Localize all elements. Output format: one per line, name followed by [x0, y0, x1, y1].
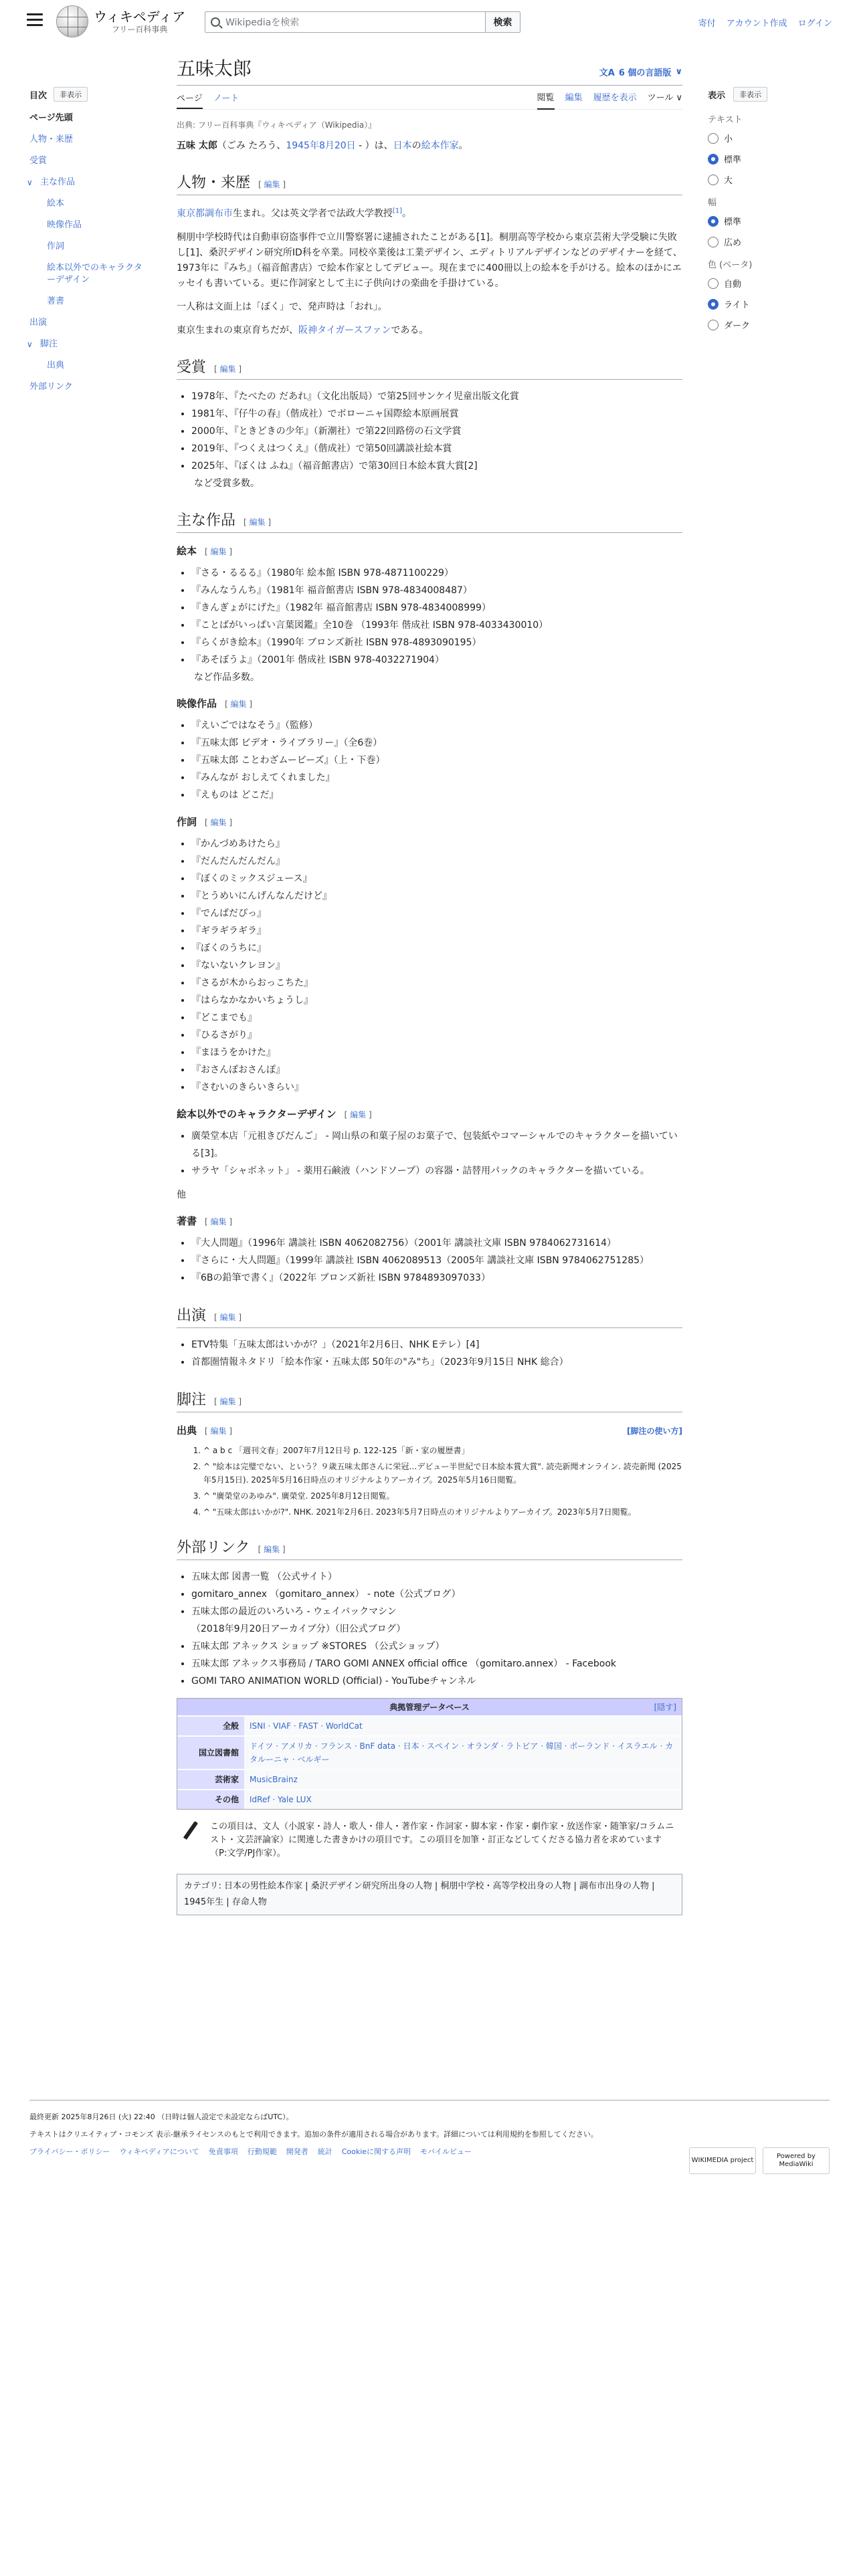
login-link[interactable]: ログイン — [797, 19, 832, 29]
footer-link[interactable]: 免責事項 — [208, 2147, 238, 2156]
page-title: 五味太郎 — [177, 58, 252, 80]
table-of-contents — [29, 87, 150, 403]
sources-list — [203, 1444, 682, 1519]
list-item: • 『はらなかなかいちょうし』 — [191, 992, 682, 1009]
bio-paragraph-1: 東京都調布市生まれ。父は英文学者で法政大学教授[1]。 — [177, 207, 412, 219]
list-item: • 1981年、『仔牛の春』（偕成社）でボローニャ国際絵本原画展賞 — [191, 405, 682, 423]
page-footer — [29, 2100, 830, 2168]
list-item: • 『とうめいにんげんなんだけど』 — [191, 887, 682, 905]
toc-item-picture-books[interactable]: 絵本 — [47, 199, 65, 209]
external-link[interactable]: • 五味太郎 図書一覧 （公式サイト） — [191, 1568, 682, 1586]
list-item: • 『きんぎょがにげた』（1982年 福音館書店 ISBN 978-4834008999） — [191, 599, 682, 617]
create-account-link[interactable]: アカウント作成 — [726, 19, 787, 29]
reference-item: 2. ^ "絵本は完璧でない、という？９歳五味太郎さんに栄冠…デビュー半世紀で日本絵本賞大賞". 読売新聞オンライン. 読売新聞 (2025年5月15日). 2025年5月16日時点のオリジナルよりアーカイブ。2025年5月16日閲覧。 — [203, 1460, 682, 1487]
footer-badges — [689, 2147, 830, 2174]
footnote-help-link[interactable]: [脚注の使い方] — [627, 1426, 682, 1436]
list-item: • 1978年、『たべたの だあれ』（文化出版局）で第25回サンケイ児童出版文化賞 — [191, 388, 682, 405]
list-item: • 2019年、『つくえはつくえ』（偕成社）で第50回講談社絵本賞 — [191, 440, 682, 457]
toc-item-works[interactable]: ∨ 主な作品 — [27, 177, 76, 187]
search-form — [205, 11, 520, 33]
radio-icon[interactable] — [708, 278, 719, 289]
bio-paragraph-4: 東京生まれの東京育ちだが、阪神タイガースファンである。 — [177, 324, 429, 336]
list-item: • 『ぼくのうちに』 — [191, 940, 682, 957]
heading-character-design: 絵本以外でのキャラクターデザイン [ 編集 ] — [177, 1107, 372, 1120]
toc-item-appearances[interactable]: 出演 — [29, 318, 47, 328]
authority-title: 典拠管理データベース [隠す] — [177, 1699, 682, 1715]
picture-books-list — [191, 564, 682, 669]
edit-link[interactable]: 編集 — [264, 180, 280, 189]
main-content — [177, 56, 682, 1915]
list-item: • 『ぼくのミックスジュース』 — [191, 870, 682, 887]
chevron-down-icon: ∨ — [675, 67, 682, 77]
heading-bio: 人物・来歴 [ 編集 ] — [177, 171, 682, 195]
search-button[interactable]: 検索 — [486, 11, 520, 33]
globe-icon — [56, 5, 88, 37]
heading-books: 著書 [ 編集 ] — [177, 1214, 233, 1227]
heading-sources: 出典 [ 編集 ] [脚注の使い方] — [177, 1424, 682, 1436]
tab-history[interactable]: 履歴を表示 — [593, 93, 637, 103]
list-item: • 『ことばがいっぱい言葉図鑑』全10巻 （1993年 偕成社 ISBN 978-4033430010） — [191, 617, 682, 634]
list-item: • ETV特集「五味太郎はいかが？」（2021年2月6日、NHK Eテレ）[4] — [191, 1336, 682, 1354]
list-item: • 『みんなうんち』（1981年 福音館書店 ISBN 978-4834008487） — [191, 582, 682, 599]
external-link[interactable]: • 五味太郎 アネックス ショップ ※STORES （公式ショップ） — [191, 1638, 682, 1655]
list-item: • 『さるが木からおっこちた』 — [191, 974, 682, 992]
birth-date-link[interactable]: 1945年8月20日 — [286, 140, 356, 151]
character-design-list — [191, 1128, 682, 1180]
list-item: • 『えものは どこだ』 — [191, 786, 682, 804]
awards-list — [191, 388, 682, 475]
stub-text: この項目は、文人（小説家・詩人・歌人・俳人・著作家・作詞家・脚本家・作家・劇作家・放送作家・随筆家/コラムニスト・文芸評論家）に関連した書きかけの項目です。この項目を加筆・訂正などしてくださる協力者を求めています（P:文学/PJ作家）。 — [210, 1821, 674, 1858]
list-item: • 『だんだんだんだん』 — [191, 853, 682, 870]
toc-item-video[interactable]: 映像作品 — [47, 220, 82, 230]
footer-link[interactable]: プライバシー・ポリシー — [29, 2147, 110, 2156]
radio-icon[interactable] — [708, 175, 719, 185]
footer-link[interactable]: 開発者 — [286, 2147, 308, 2156]
list-item: • 2000年、『ときどきの少年』（新潮社）で第22回路傍の石文学賞 — [191, 423, 682, 440]
logo-subtitle: フリー百科事典 — [111, 25, 168, 34]
heading-external-links: 外部リンク [ 編集 ] — [177, 1536, 682, 1560]
donate-link[interactable]: 寄付 — [698, 19, 716, 29]
heading-picture-books: 絵本 [ 編集 ] — [177, 544, 233, 557]
reference-item: 3. ^ "廣榮堂のあゆみ". 廣榮堂. 2025年8月12日閲覧。 — [203, 1489, 682, 1503]
appearance-hide-button[interactable]: 非表示 — [733, 87, 767, 102]
license-text: テキストはクリエイティブ・コモンズ 表示-継承ライセンスのもとで利用できます。追加の条件が適用される場合があります。詳細については利用規約を参照してください。 — [29, 2130, 598, 2139]
color-light[interactable]: ライト — [708, 298, 835, 310]
list-item: • 首都圏情報ネタドリ「絵本作家・五味太郎 50年の"み"ち」（2023年9月15日 NHK 総合） — [191, 1354, 682, 1371]
heading-notes: 脚注 [ 編集 ] — [177, 1388, 682, 1412]
text-size-label: テキスト — [708, 115, 743, 125]
appearance-title: 表示 — [708, 90, 726, 101]
list-item: • 『ひるさがり』 — [191, 1027, 682, 1044]
bio-paragraph-2: 桐朋中学校時代は自動車窃盗事件で立川警察署に逮捕されたことがある[1]。桐朋高等学校から東京芸術大学受験に失敗し[1]、桑沢デザイン研究所ID科を卒業。同校卒業後は工業デザイン、エディトリアルデザインなどのデザイナーを経て、1973年に『みち』（福音館書店）で絵本作家としてデビュー。現在までに400冊以上の絵本を手がける。絵本のほかにエッセイも書いている。更に作詞家として主に子供向けの楽曲を手掛けている。 — [177, 231, 682, 289]
bio-paragraph-3: 一人称は文面上は「ぼく」で、発声時は「おれ」。 — [177, 301, 387, 312]
last-modified: 最終更新 2025年8月26日 (火) 22:40 （日時は個人設定で未設定ならばUTC）。 — [29, 2113, 294, 2121]
toc-item-notes[interactable]: ∨ 脚注 — [27, 339, 58, 349]
lyrics-list — [191, 835, 682, 1096]
appearance-panel — [708, 87, 835, 340]
toc-item-lyrics[interactable]: 作詞 — [47, 241, 65, 251]
user-links — [698, 16, 832, 29]
list-item: • 『さる・るるる』（1980年 絵本館 ISBN 978-4871100229） — [191, 564, 682, 582]
chevron-down-icon[interactable]: ∨ — [27, 340, 33, 349]
archive-note: （2018年9月20日アーカイブ分）（旧公式ブログ） — [191, 1623, 406, 1634]
external-link[interactable]: • gomitaro_annex （gomitaro_annex） - note（公式ブログ） — [191, 1586, 682, 1603]
text-size-small[interactable]: 小 — [708, 132, 835, 144]
language-button[interactable]: 文A 6 個の言語版 ∨ — [599, 67, 682, 78]
awards-more: など受賞多数。 — [194, 477, 260, 489]
list-item: • 『ギラギラギラ』 — [191, 922, 682, 940]
page-tabs — [177, 86, 682, 110]
lead-paragraph: 五味 太郎（ごみ たろう、1945年8月20日 - ）は、日本の絵本作家。 — [177, 140, 468, 151]
japan-link[interactable]: 日本 — [393, 140, 412, 151]
footer-link[interactable]: モバイルビュー — [420, 2147, 472, 2156]
list-item: • 『あそぼうよ』（2001年 偕成社 ISBN 978-4032271904） — [191, 651, 682, 669]
search-input[interactable] — [205, 11, 486, 33]
list-item: • サラヤ「シャボネット」 - 薬用石鹸液（ハンドソープ）の容器・詰替用パックのキャラクターを描いている。 — [191, 1162, 682, 1180]
list-item: • 廣榮堂本店「元祖きびだんご」 - 岡山県の和菓子屋のお菓子で、包装紙やコマーシャルでのキャラクターを描いている[3]。 — [191, 1128, 682, 1162]
toc-item-top[interactable]: ページ先頭 — [29, 113, 73, 123]
toc-hide-button[interactable]: 非表示 — [54, 87, 88, 102]
search-placeholder: Wikipediaを検索 — [225, 17, 300, 28]
footer-link[interactable]: 統計 — [317, 2147, 332, 2156]
mediawiki-badge[interactable]: Powered by MediaWiki — [763, 2147, 830, 2174]
radio-icon[interactable] — [708, 133, 719, 144]
stub-notice — [177, 1820, 682, 1860]
list-item: • 『らくがき絵本』（1990年 ブロンズ新社 ISBN 978-4893090195） — [191, 634, 682, 651]
picture-books-more: など作品多数。 — [194, 671, 260, 683]
tab-talk[interactable]: ノート — [213, 94, 240, 104]
main-menu-icon[interactable] — [27, 13, 43, 27]
list-item: • 『6Bの鉛筆で書く』（2022年 ブロンズ新社 ISBN 9784893097033） — [191, 1269, 682, 1287]
authority-control-box — [177, 1698, 682, 1810]
width-label: 幅 — [708, 198, 717, 208]
radio-icon[interactable] — [708, 237, 719, 247]
radio-checked-icon[interactable] — [708, 154, 719, 165]
list-item: • 『さらに・大人問題』（1999年 講談社 ISBN 4062089513（2005年 講談社文庫 ISBN 9784062751285） — [191, 1252, 682, 1269]
authority-hide-button[interactable]: [隠す] — [654, 1702, 676, 1712]
heading-works: 主な作品 [ 編集 ] — [177, 509, 682, 533]
list-item: • 2025年、『ぼくは ふね』（福音館書店）で第30回日本絵本賞大賞[2] — [191, 457, 682, 475]
toc-item-awards[interactable]: 受賞 — [29, 156, 47, 166]
wikimedia-badge[interactable]: WIKIMEDIA project — [689, 2147, 756, 2174]
text-size-standard[interactable]: 標準 — [708, 152, 835, 165]
list-item: • 『おさんぽおさんぽ』 — [191, 1061, 682, 1079]
heading-lyrics: 作詞 [ 編集 ] — [177, 815, 233, 828]
logo-title: ウィキペディア — [94, 9, 186, 25]
video-list — [191, 717, 682, 804]
list-item: • 『五味太郎 ことわざムービーズ』（上・下巻） — [191, 752, 682, 769]
hanshin-link[interactable]: 阪神タイガースファン — [298, 324, 391, 336]
external-link[interactable]: • 五味太郎 アネックス事務局 / TARO GOMI ANNEX official office （gomitaro.annex） - Facebook — [191, 1655, 682, 1673]
footer-link[interactable]: 行動規範 — [247, 2147, 277, 2156]
tab-page[interactable]: ページ — [177, 86, 203, 109]
text-size-large[interactable]: 大 — [708, 173, 835, 186]
toc-title: 目次 — [29, 90, 47, 101]
authority-row: その他 IdRef · Yale LUX — [177, 1789, 682, 1809]
heading-awards: 受賞 [ 編集 ] — [177, 356, 682, 380]
chevron-down-icon[interactable]: ∨ — [27, 178, 33, 187]
external-link[interactable]: • 五味太郎の最近のいろいろ - ウェイバックマシン — [191, 1603, 682, 1620]
tab-read[interactable]: 閲覧 — [537, 85, 555, 110]
reference-item: 1. ^ a b c 「週刊文春」2007年7月12日号 p. 122-125「新・家の履歴書」 — [203, 1444, 682, 1457]
search-icon — [211, 17, 220, 27]
reference-item: 4. ^ "五味太郎はいかが?". NHK. 2021年2月6日. 2023年5月7日時点のオリジナルよりアーカイブ。2023年5月7日閲覧。 — [203, 1505, 682, 1519]
article-source-line: 出典: フリー百科事典『ウィキペディア（Wikipedia）』 — [177, 120, 377, 130]
translate-icon: 文A — [599, 68, 615, 78]
radio-checked-icon[interactable] — [708, 216, 719, 227]
category-links[interactable]: カテゴリ: 日本の男性絵本作家 | 桑沢デザイン研究所出身の人物 | 桐朋中学校・高等学校出身の人物 | 調布市出身の人物 | 1945年生 | 存命人物 — [177, 1874, 682, 1915]
external-link[interactable]: • GOMI TARO ANIMATION WORLD (Official) - YouTubeチャンネル — [191, 1673, 682, 1690]
toc-item-books[interactable]: 著書 — [47, 296, 65, 306]
list-item: • 『かんづめあけたら』 — [191, 835, 682, 853]
heading-video: 映像作品 [ 編集 ] — [177, 697, 253, 710]
list-item: • 『五味太郎 ビデオ・ライブラリー』（全6巻） — [191, 734, 682, 752]
site-header — [0, 0, 859, 44]
character-design-more: 他 — [177, 1189, 186, 1200]
toc-item-external[interactable]: 外部リンク — [29, 382, 73, 392]
list-item: • 『まほうをかけた』 — [191, 1044, 682, 1061]
list-item: • 『えいごではなそう』（監修） — [191, 717, 682, 734]
color-label: 色 (ベータ) — [708, 260, 753, 270]
footer-link[interactable]: Cookieに関する声明 — [341, 2147, 411, 2156]
list-item: • 『ないないクレヨン』 — [191, 957, 682, 974]
heading-appearances: 出演 [ 編集 ] — [177, 1304, 682, 1328]
list-item: • 『さむいのきらいきらい』 — [191, 1079, 682, 1096]
list-item: • 『みんなが おしえてくれました』 — [191, 769, 682, 786]
radio-checked-icon[interactable] — [708, 299, 719, 310]
picture-book-author-link[interactable]: 絵本作家 — [421, 140, 459, 151]
list-item: • 『大人問題』（1996年 講談社 ISBN 4062082756）（2001年 講談社文庫 ISBN 9784062731614） — [191, 1235, 682, 1252]
list-item: • 『でんぱだぴっ』 — [191, 905, 682, 922]
width-standard[interactable]: 標準 — [708, 215, 835, 227]
authority-row: 国立図書館 ドイツ · アメリカ · フランス · BnF data · 日本 · スペイン · オランダ · ラトビア · 韓国 · ポーランド · イスラエル · カタルーニャ · ベルギー — [177, 1735, 682, 1769]
books-list — [191, 1235, 682, 1287]
list-item: • 『どこまでも』 — [191, 1009, 682, 1027]
toc-item-bio[interactable]: 人物・来歴 — [29, 134, 74, 144]
footer-link[interactable]: ウィキペディアについて — [119, 2147, 199, 2156]
width-wide[interactable]: 広め — [708, 235, 835, 248]
authority-row: 全般 ISNI · VIAF · FAST · WorldCat — [177, 1715, 682, 1735]
radio-icon[interactable] — [708, 320, 719, 330]
color-dark[interactable]: ダーク — [708, 318, 835, 331]
pen-icon — [181, 1820, 202, 1842]
wikipedia-logo[interactable] — [56, 5, 185, 37]
color-auto[interactable]: 自動 — [708, 277, 835, 290]
external-links-list — [191, 1568, 682, 1690]
toc-item-character-design[interactable]: 絵本以外でのキャラクターデザイン — [47, 263, 142, 285]
toc-item-sources[interactable]: 出典 — [47, 360, 65, 370]
authority-row: 芸術家 MusicBrainz — [177, 1769, 682, 1789]
appearances-list — [191, 1336, 682, 1371]
tab-tools[interactable]: ツール ∨ — [647, 93, 682, 103]
tab-edit[interactable]: 編集 — [565, 93, 583, 103]
